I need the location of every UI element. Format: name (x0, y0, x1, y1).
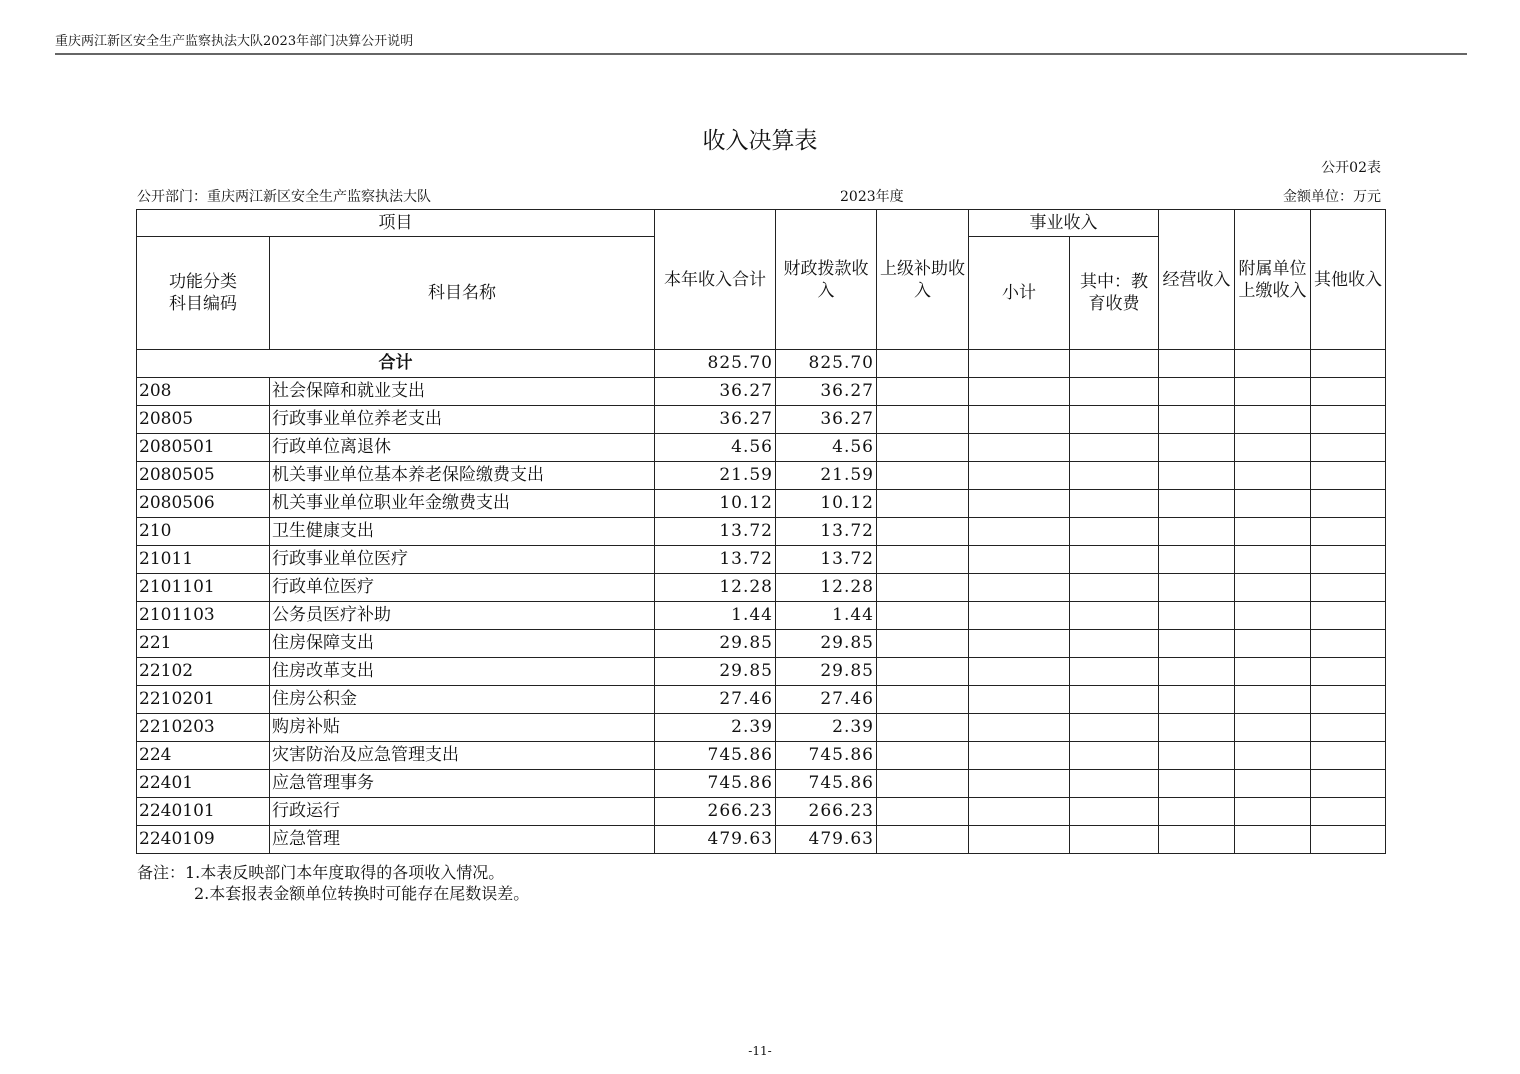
subject-name: 公务员医疗补助 (270, 602, 655, 630)
empty-cell (1311, 826, 1386, 854)
empty-cell (1159, 686, 1235, 714)
fiscal-allocation: 479.63 (776, 826, 877, 854)
empty-cell (1070, 714, 1159, 742)
header-superior-subsidy: 上级补助收入 (877, 210, 969, 350)
empty-cell (1311, 378, 1386, 406)
empty-cell (1235, 658, 1311, 686)
income-total: 27.46 (655, 686, 776, 714)
empty-cell (877, 742, 969, 770)
empty-cell (1235, 378, 1311, 406)
empty-cell (1159, 434, 1235, 462)
income-total: 29.85 (655, 658, 776, 686)
fiscal-allocation: 29.85 (776, 630, 877, 658)
empty-cell (969, 714, 1070, 742)
empty-cell (969, 798, 1070, 826)
income-total: 29.85 (655, 630, 776, 658)
table-row (137, 742, 1386, 770)
empty-cell (1311, 350, 1386, 378)
empty-cell (1159, 574, 1235, 602)
subject-name: 住房改革支出 (270, 658, 655, 686)
empty-cell (877, 686, 969, 714)
remark-line-2: 2.本套报表金额单位转换时可能存在尾数误差。 (194, 884, 530, 903)
empty-cell (1070, 602, 1159, 630)
empty-cell (1235, 518, 1311, 546)
empty-cell (877, 462, 969, 490)
empty-cell (1311, 630, 1386, 658)
empty-cell (1235, 714, 1311, 742)
empty-cell (1235, 406, 1311, 434)
subject-name: 灾害防治及应急管理支出 (270, 742, 655, 770)
empty-cell (1311, 490, 1386, 518)
empty-cell (969, 546, 1070, 574)
fiscal-allocation: 12.28 (776, 574, 877, 602)
empty-cell (969, 630, 1070, 658)
subject-code: 2210201 (137, 686, 270, 714)
income-total: 13.72 (655, 546, 776, 574)
subject-name: 卫生健康支出 (270, 518, 655, 546)
empty-cell (877, 350, 969, 378)
income-total: 12.28 (655, 574, 776, 602)
fiscal-allocation: 36.27 (776, 378, 877, 406)
empty-cell (877, 406, 969, 434)
header-other-income: 其他收入 (1311, 210, 1386, 350)
empty-cell (1311, 742, 1386, 770)
empty-cell (1070, 434, 1159, 462)
header-divider (55, 53, 1467, 55)
empty-cell (877, 546, 969, 574)
header-fiscal-allocation: 财政拨款收入 (776, 210, 877, 350)
subject-name: 购房补贴 (270, 714, 655, 742)
empty-cell (969, 658, 1070, 686)
page-number: -11- (748, 1044, 772, 1058)
empty-cell (1159, 518, 1235, 546)
income-total: 745.86 (655, 742, 776, 770)
empty-cell (1070, 658, 1159, 686)
table-row (137, 546, 1386, 574)
empty-cell (877, 434, 969, 462)
table-row (137, 406, 1386, 434)
empty-cell (1311, 658, 1386, 686)
empty-cell (969, 462, 1070, 490)
subject-code: 2101103 (137, 602, 270, 630)
fiscal-allocation: 266.23 (776, 798, 877, 826)
subject-code: 2240109 (137, 826, 270, 854)
fiscal-allocation: 27.46 (776, 686, 877, 714)
empty-cell (1070, 742, 1159, 770)
empty-cell (877, 378, 969, 406)
total-income-value: 825.70 (655, 350, 776, 378)
empty-cell (1311, 406, 1386, 434)
empty-cell (1311, 714, 1386, 742)
empty-cell (1070, 406, 1159, 434)
empty-cell (1235, 602, 1311, 630)
total-label: 合计 (137, 350, 655, 378)
empty-cell (1311, 434, 1386, 462)
fiscal-allocation: 745.86 (776, 770, 877, 798)
fiscal-allocation: 13.72 (776, 518, 877, 546)
empty-cell (1159, 490, 1235, 518)
empty-cell (1070, 630, 1159, 658)
header-total-income: 本年收入合计 (655, 210, 776, 350)
table-row (137, 490, 1386, 518)
department-label: 公开部门：重庆两江新区安全生产监察执法大队 (137, 189, 431, 205)
empty-cell (877, 826, 969, 854)
remarks (137, 862, 529, 904)
fiscal-allocation: 36.27 (776, 406, 877, 434)
empty-cell (969, 406, 1070, 434)
subject-name: 机关事业单位职业年金缴费支出 (270, 490, 655, 518)
empty-cell (1070, 378, 1159, 406)
subject-name: 应急管理 (270, 826, 655, 854)
empty-cell (969, 378, 1070, 406)
income-total: 10.12 (655, 490, 776, 518)
income-total: 266.23 (655, 798, 776, 826)
amount-unit-label: 金额单位：万元 (1283, 189, 1381, 205)
empty-cell (877, 602, 969, 630)
table-row (137, 658, 1386, 686)
empty-cell (1070, 826, 1159, 854)
fiscal-allocation: 29.85 (776, 658, 877, 686)
empty-cell (1235, 546, 1311, 574)
empty-cell (969, 490, 1070, 518)
subject-code: 2080505 (137, 462, 270, 490)
subject-code: 210 (137, 518, 270, 546)
subject-name: 行政单位医疗 (270, 574, 655, 602)
header-item: 项目 (137, 210, 655, 237)
subject-name: 行政单位离退休 (270, 434, 655, 462)
fiscal-allocation: 21.59 (776, 462, 877, 490)
subject-code: 2101101 (137, 574, 270, 602)
empty-cell (1070, 462, 1159, 490)
fiscal-allocation: 4.56 (776, 434, 877, 462)
empty-cell (877, 770, 969, 798)
empty-cell (969, 518, 1070, 546)
subject-code: 2240101 (137, 798, 270, 826)
empty-cell (1070, 490, 1159, 518)
income-total: 1.44 (655, 602, 776, 630)
table-id: 公开02表 (1321, 160, 1381, 176)
empty-cell (1159, 378, 1235, 406)
empty-cell (1235, 462, 1311, 490)
income-total: 4.56 (655, 434, 776, 462)
subject-name: 行政事业单位养老支出 (270, 406, 655, 434)
empty-cell (1070, 518, 1159, 546)
empty-cell (1159, 742, 1235, 770)
empty-cell (1235, 742, 1311, 770)
header-business-income: 事业收入 (969, 210, 1159, 237)
income-total: 36.27 (655, 406, 776, 434)
income-total: 745.86 (655, 770, 776, 798)
empty-cell (877, 714, 969, 742)
table-row (137, 602, 1386, 630)
empty-cell (1235, 434, 1311, 462)
empty-cell (1311, 574, 1386, 602)
fiscal-allocation: 1.44 (776, 602, 877, 630)
empty-cell (1311, 462, 1386, 490)
empty-cell (969, 742, 1070, 770)
empty-cell (877, 490, 969, 518)
table-row (137, 798, 1386, 826)
subject-code: 21011 (137, 546, 270, 574)
table-row (137, 378, 1386, 406)
header-function-code: 功能分类科目编码 (137, 237, 270, 350)
fiscal-year-label: 2023年度 (840, 189, 904, 205)
table-row (137, 630, 1386, 658)
income-total: 36.27 (655, 378, 776, 406)
table-row (137, 770, 1386, 798)
subject-name: 住房保障支出 (270, 630, 655, 658)
empty-cell (1311, 686, 1386, 714)
empty-cell (877, 518, 969, 546)
subject-code: 2080501 (137, 434, 270, 462)
table-row (137, 462, 1386, 490)
subject-code: 2210203 (137, 714, 270, 742)
report-title: 收入决算表 (702, 128, 818, 154)
empty-cell (877, 798, 969, 826)
header-operating-income: 经营收入 (1159, 210, 1235, 350)
total-row (137, 350, 1386, 378)
empty-cell (1311, 518, 1386, 546)
empty-cell (969, 350, 1070, 378)
empty-cell (1311, 546, 1386, 574)
subject-code: 22401 (137, 770, 270, 798)
empty-cell (1159, 658, 1235, 686)
empty-cell (1235, 574, 1311, 602)
subject-code: 221 (137, 630, 270, 658)
empty-cell (1070, 770, 1159, 798)
empty-cell (1235, 826, 1311, 854)
income-table (136, 209, 1386, 854)
empty-cell (1235, 798, 1311, 826)
subject-name: 行政运行 (270, 798, 655, 826)
fiscal-allocation: 13.72 (776, 546, 877, 574)
table-row (137, 714, 1386, 742)
empty-cell (1235, 630, 1311, 658)
empty-cell (1159, 406, 1235, 434)
income-total: 2.39 (655, 714, 776, 742)
table-row (137, 826, 1386, 854)
subject-code: 22102 (137, 658, 270, 686)
empty-cell (969, 434, 1070, 462)
subject-code: 2080506 (137, 490, 270, 518)
empty-cell (1235, 686, 1311, 714)
empty-cell (969, 574, 1070, 602)
subject-code: 224 (137, 742, 270, 770)
subject-code: 208 (137, 378, 270, 406)
fiscal-allocation: 745.86 (776, 742, 877, 770)
subject-code: 20805 (137, 406, 270, 434)
empty-cell (1070, 574, 1159, 602)
subject-name: 住房公积金 (270, 686, 655, 714)
total-fiscal-value: 825.70 (776, 350, 877, 378)
income-total: 13.72 (655, 518, 776, 546)
subject-name: 应急管理事务 (270, 770, 655, 798)
empty-cell (1235, 350, 1311, 378)
income-total: 479.63 (655, 826, 776, 854)
empty-cell (1159, 546, 1235, 574)
remark-line-1: 备注：1.本表反映部门本年度取得的各项收入情况。 (137, 863, 505, 882)
empty-cell (1159, 770, 1235, 798)
empty-cell (969, 686, 1070, 714)
empty-cell (877, 658, 969, 686)
empty-cell (1159, 630, 1235, 658)
empty-cell (1159, 714, 1235, 742)
table-row (137, 518, 1386, 546)
empty-cell (1159, 826, 1235, 854)
header-subject-name: 科目名称 (270, 237, 655, 350)
empty-cell (1235, 490, 1311, 518)
empty-cell (1159, 602, 1235, 630)
subject-name: 机关事业单位基本养老保险缴费支出 (270, 462, 655, 490)
empty-cell (1159, 798, 1235, 826)
header-affiliated-income: 附属单位上缴收入 (1235, 210, 1311, 350)
header-subtotal: 小计 (969, 237, 1070, 350)
empty-cell (1311, 602, 1386, 630)
table-row (137, 574, 1386, 602)
fiscal-allocation: 10.12 (776, 490, 877, 518)
empty-cell (1070, 798, 1159, 826)
empty-cell (969, 770, 1070, 798)
empty-cell (1159, 462, 1235, 490)
document-header-title: 重庆两江新区安全生产监察执法大队2023年部门决算公开说明 (55, 34, 414, 49)
subject-name: 行政事业单位医疗 (270, 546, 655, 574)
empty-cell (1159, 350, 1235, 378)
table-row (137, 686, 1386, 714)
empty-cell (1235, 770, 1311, 798)
income-total: 21.59 (655, 462, 776, 490)
empty-cell (877, 574, 969, 602)
subject-name: 社会保障和就业支出 (270, 378, 655, 406)
empty-cell (969, 602, 1070, 630)
empty-cell (1070, 546, 1159, 574)
empty-cell (1070, 686, 1159, 714)
empty-cell (1311, 798, 1386, 826)
empty-cell (877, 630, 969, 658)
empty-cell (969, 826, 1070, 854)
table-row (137, 434, 1386, 462)
empty-cell (1070, 350, 1159, 378)
fiscal-allocation: 2.39 (776, 714, 877, 742)
empty-cell (1311, 770, 1386, 798)
header-education-fees: 其中：教育收费 (1070, 237, 1159, 350)
